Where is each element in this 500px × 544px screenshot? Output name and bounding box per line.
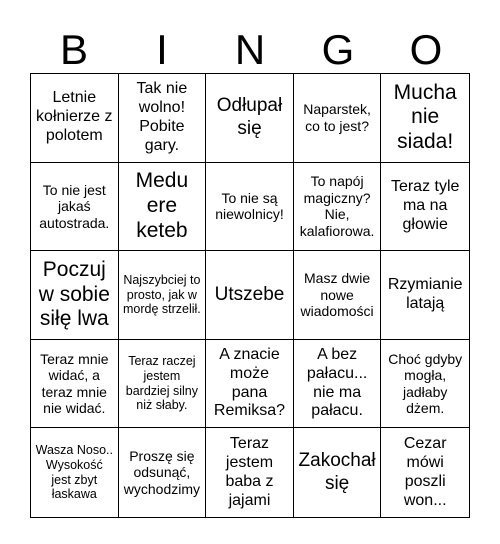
header-letter-i: I	[156, 26, 168, 73]
bingo-cell[interactable]: Utszebe	[206, 251, 294, 340]
bingo-cell[interactable]: Medu ere keteb	[119, 163, 207, 252]
bingo-cell[interactable]: Wasza Noso.. Wysokość jest zbyt łaskawa	[31, 428, 119, 517]
bingo-cell[interactable]: Odłupał się	[206, 74, 294, 163]
bingo-cell[interactable]: Proszę się odsunąć, wychodzimy	[119, 428, 207, 517]
bingo-cell[interactable]: Teraz mnie widać, a teraz mnie nie widać.	[31, 340, 119, 429]
bingo-cell[interactable]: To nie jest jakaś autostrada.	[31, 163, 119, 252]
header-letter-b: B	[59, 26, 88, 73]
bingo-cell[interactable]: Choć gdyby mogła, jadłaby dżem.	[381, 340, 469, 429]
bingo-cell[interactable]: Cezar mówi poszli won...	[403, 434, 447, 509]
bingo-cell[interactable]: Zakochał się	[294, 428, 382, 517]
bingo-cell[interactable]: A znacie może pana Remiksa?	[206, 340, 294, 429]
header-letter-n: N	[234, 26, 266, 73]
bingo-cell[interactable]: To nie są niewolnicy!	[206, 163, 294, 252]
bingo-board	[30, 73, 470, 518]
bingo-cell[interactable]: Naparstek, co to jest?	[294, 74, 382, 163]
bingo-cell[interactable]: To napój magiczny? Nie, kalafiorowa.	[294, 163, 382, 252]
bingo-cell[interactable]: Teraz tyle ma na głowie	[381, 163, 469, 252]
bingo-cell[interactable]: Rzymianie latają	[381, 251, 469, 340]
header-letter-o: O	[409, 26, 443, 73]
bingo-cell[interactable]: Masz dwie nowe wiadomości	[294, 251, 382, 340]
bingo-cell[interactable]: Poczuj w sobie siłę lwa	[31, 251, 119, 340]
bingo-cell[interactable]: Teraz jestem baba z jajami	[206, 428, 294, 517]
bingo-cell[interactable]: A bez pałacu... nie ma pałacu.	[294, 340, 382, 429]
bingo-header	[30, 22, 470, 78]
bingo-cell[interactable]: Teraz raczej jestem bardziej silny niż słaby.	[119, 340, 207, 429]
bingo-cell[interactable]: Letnie kołnierze z polotem	[31, 74, 119, 163]
bingo-cell[interactable]: Mucha nie siada!	[381, 74, 469, 163]
bingo-cell[interactable]: Tak nie wolno! Pobite gary.	[119, 74, 207, 163]
header-letter-g: G	[321, 26, 355, 73]
bingo-cell[interactable]: Najszybciej to prosto, jak w mordę strzelił.	[119, 251, 207, 340]
